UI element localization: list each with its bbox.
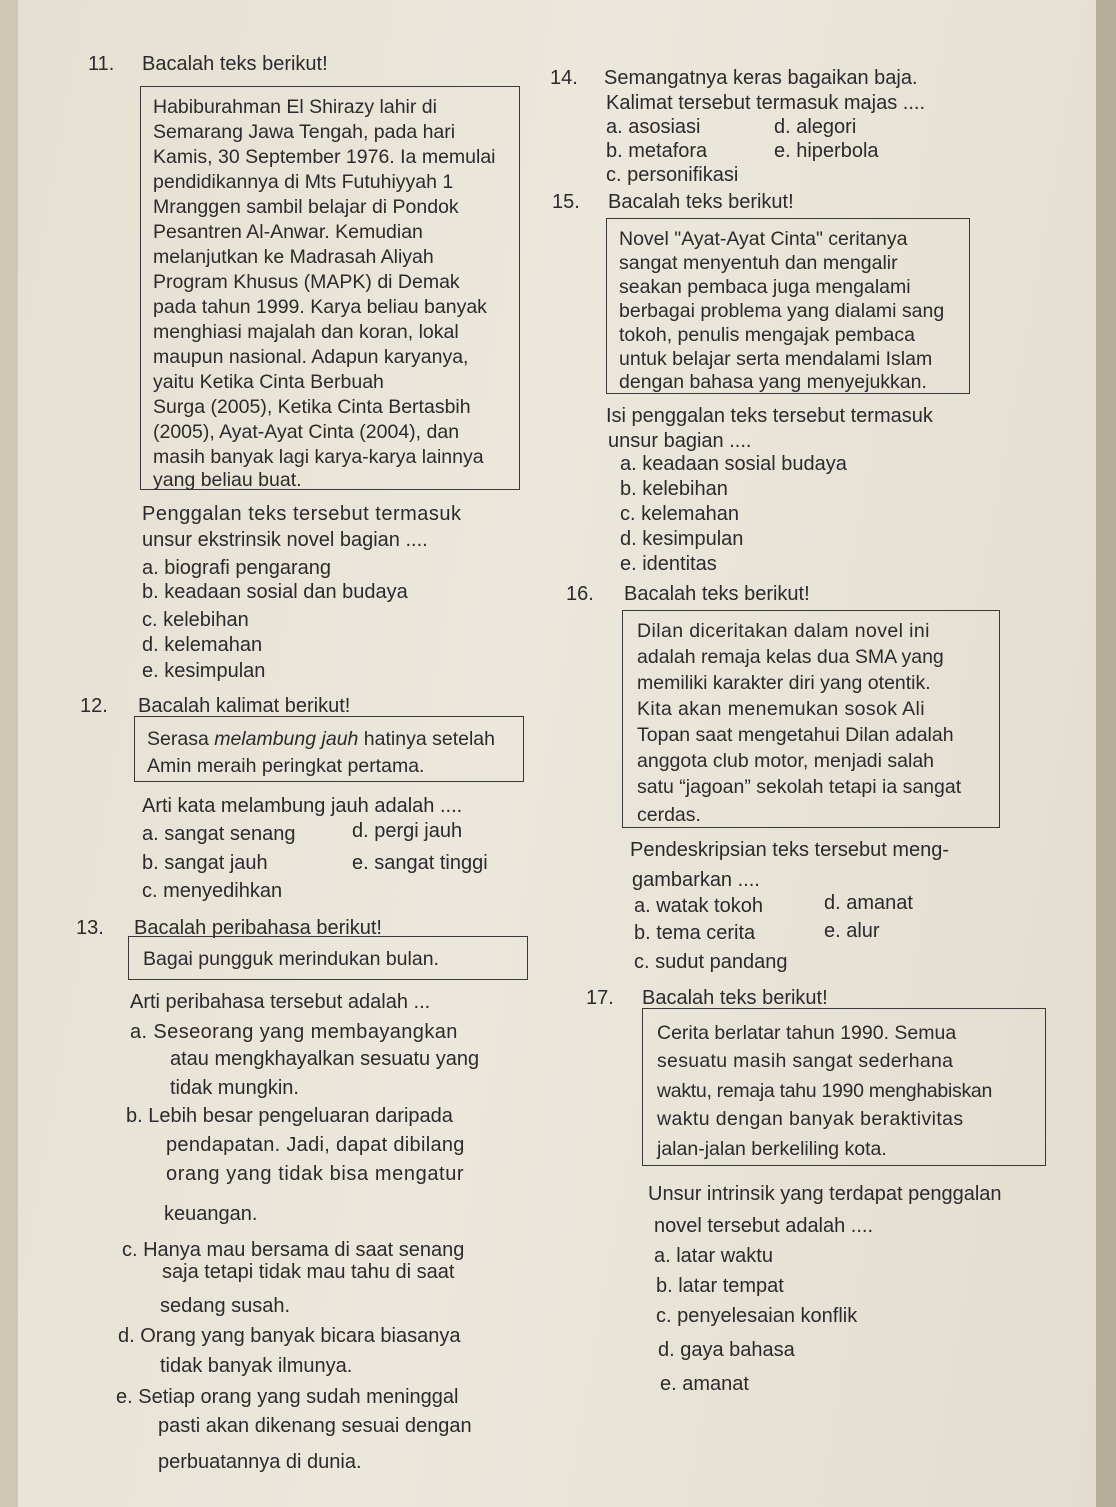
q14-number: 14. <box>550 67 578 89</box>
q12-sentence-line2: Amin meraih peringkat pertama. <box>147 755 425 777</box>
q15-option-d[interactable]: d. kesimpulan <box>620 528 744 550</box>
q17-question-line: Unsur intrinsik yang terdapat penggalan <box>648 1183 1002 1205</box>
q13-option-e-line[interactable]: pasti akan dikenang sesuai dengan <box>158 1415 472 1437</box>
q11-passage-line: masih banyak lagi karya-karya lainnya <box>153 446 484 468</box>
q11-passage-line: Program Khusus (MAPK) di Demak <box>153 271 460 293</box>
q16-question-line: gambarkan .... <box>632 869 760 891</box>
q16-passage-line: satu “jagoan” sekolah tetapi ia sangat <box>637 776 962 798</box>
q16-passage-line: memiliki karakter diri yang otentik. <box>637 672 931 694</box>
q13-option-d-line[interactable]: d. Orang yang banyak bicara biasanya <box>118 1325 461 1347</box>
q16-passage-line: anggota club motor, menjadi salah <box>637 750 935 772</box>
q11-passage-line: Surga (2005), Ketika Cinta Bertasbih <box>153 396 471 418</box>
q17-passage-line: waktu dengan banyak beraktivitas <box>657 1108 964 1130</box>
q17-instruction: Bacalah teks berikut! <box>642 987 828 1009</box>
q17-option-c[interactable]: c. penyelesaian konflik <box>656 1305 858 1327</box>
q12-option-e[interactable]: e. sangat tinggi <box>352 852 488 874</box>
q14-option-a[interactable]: a. asosiasi <box>606 116 701 138</box>
q16-passage-line: adalah remaja kelas dua SMA yang <box>637 646 944 668</box>
q15-passage-line: untuk belajar serta mendalami Islam <box>619 348 933 370</box>
q11-instruction: Bacalah teks berikut! <box>142 53 328 75</box>
q15-question-line: unsur bagian .... <box>608 430 752 452</box>
q16-option-d[interactable]: d. amanat <box>824 892 913 914</box>
q15-option-b[interactable]: b. kelebihan <box>620 478 728 500</box>
q17-option-e[interactable]: e. amanat <box>660 1373 749 1395</box>
q11-passage-line: Pesantren Al-Anwar. Kemudian <box>153 221 423 243</box>
q11-option-e[interactable]: e. kesimpulan <box>142 660 266 682</box>
q11-passage-line: yaitu Ketika Cinta Berbuah <box>153 371 384 393</box>
q11-option-c[interactable]: c. kelebihan <box>142 609 249 631</box>
q11-option-d[interactable]: d. kelemahan <box>142 634 263 656</box>
q14-question: Kalimat tersebut termasuk majas .... <box>606 92 926 114</box>
q15-passage-line: dengan bahasa yang menyejukkan. <box>619 371 927 393</box>
q12-option-c[interactable]: c. menyedihkan <box>142 880 283 902</box>
q11-option-a[interactable]: a. biografi pengarang <box>142 557 332 579</box>
q12-sentence-box <box>134 716 524 782</box>
q15-passage-box <box>606 218 970 394</box>
q17-question-line: novel tersebut adalah .... <box>654 1215 874 1237</box>
q15-passage-line: Novel "Ayat-Ayat Cinta" ceritanya <box>619 228 908 250</box>
q15-option-e[interactable]: e. identitas <box>620 553 717 575</box>
q17-passage-line: sesuatu masih sangat sederhana <box>657 1050 954 1072</box>
q12-sentence-pre: Serasa <box>147 728 215 750</box>
q15-option-c[interactable]: c. kelemahan <box>620 503 739 525</box>
page-edge <box>1096 0 1116 1507</box>
q13-option-a-line[interactable]: tidak mungkin. <box>170 1077 299 1099</box>
q14-sentence: Semangatnya keras bagaikan baja. <box>604 67 918 89</box>
q12-sentence-post: hatinya setelah <box>358 728 495 750</box>
q15-passage-line: sangat menyentuh dan mengalir <box>619 252 898 274</box>
q17-option-d[interactable]: d. gaya bahasa <box>658 1339 795 1361</box>
q11-passage-line: Semarang Jawa Tengah, pada hari <box>153 121 456 143</box>
q12-sentence-line <box>147 727 495 751</box>
q11-passage-line: melanjutkan ke Madrasah Aliyah <box>153 246 434 268</box>
q12-instruction: Bacalah kalimat berikut! <box>138 695 351 717</box>
q13-option-b-line[interactable]: pendapatan. Jadi, dapat dibilang <box>166 1134 465 1156</box>
q16-passage-box <box>622 610 1000 828</box>
q13-option-e-line[interactable]: e. Setiap orang yang sudah meninggal <box>116 1386 459 1408</box>
q17-option-b[interactable]: b. latar tempat <box>656 1275 784 1297</box>
q13-option-b-line[interactable]: keuangan. <box>164 1203 258 1225</box>
q11-passage-box <box>140 86 520 490</box>
q13-number: 13. <box>76 917 104 939</box>
q13-option-b-line[interactable]: b. Lebih besar pengeluaran daripada <box>126 1105 453 1127</box>
q13-option-a-line[interactable]: a. Seseorang yang membayangkan <box>130 1021 458 1043</box>
q13-proverb-box <box>128 936 528 980</box>
q16-option-e[interactable]: e. alur <box>824 920 880 942</box>
q11-option-b[interactable]: b. keadaan sosial dan budaya <box>142 581 408 603</box>
q11-passage-line: pada tahun 1999. Karya beliau banyak <box>153 296 487 318</box>
q16-question-line: Pendeskripsian teks tersebut meng- <box>630 839 950 861</box>
q11-number: 11. <box>88 53 115 75</box>
q16-option-c[interactable]: c. sudut pandang <box>634 951 788 973</box>
q11-passage-line: Kamis, 30 September 1976. Ia memulai <box>153 146 496 168</box>
q15-passage-line: seakan pembaca juga mengalami <box>619 276 911 298</box>
q15-number: 15. <box>552 191 580 213</box>
q17-passage-line: waktu, remaja tahu 1990 menghabiskan <box>657 1080 993 1102</box>
q16-instruction: Bacalah teks berikut! <box>624 583 810 605</box>
q11-passage-line: yang beliau buat. <box>153 469 302 491</box>
q13-instruction: Bacalah peribahasa berikut! <box>134 917 382 939</box>
q13-option-a-line[interactable]: atau mengkhayalkan sesuatu yang <box>170 1048 480 1070</box>
q11-passage-line: pendidikannya di Mts Futuhiyyah 1 <box>153 171 454 193</box>
q14-option-d[interactable]: d. alegori <box>774 116 857 138</box>
q16-passage-line: Topan saat mengetahui Dilan adalah <box>637 724 954 746</box>
q16-passage-line: Kita akan menemukan sosok Ali <box>637 698 925 720</box>
q17-number: 17. <box>586 987 614 1009</box>
q12-option-b[interactable]: b. sangat jauh <box>142 852 268 874</box>
q17-option-a[interactable]: a. latar waktu <box>654 1245 773 1267</box>
q16-passage-line: Dilan diceritakan dalam novel ini <box>637 620 930 642</box>
q11-passage-line: (2005), Ayat-Ayat Cinta (2004), dan <box>153 421 460 443</box>
q13-option-c-line[interactable]: c. Hanya mau bersama di saat senang <box>122 1239 465 1261</box>
q15-option-a[interactable]: a. keadaan sosial budaya <box>620 453 847 475</box>
q11-passage-line: maupun nasional. Adapun karyanya, <box>153 346 469 368</box>
q13-option-b-line[interactable]: orang yang tidak bisa mengatur <box>166 1163 465 1185</box>
q13-option-c-line[interactable]: saja tetapi tidak mau tahu di saat <box>162 1261 455 1283</box>
q14-option-e[interactable]: e. hiperbola <box>774 140 879 162</box>
q15-instruction: Bacalah teks berikut! <box>608 191 794 213</box>
q11-passage-line: Mranggen sambil belajar di Pondok <box>153 196 459 218</box>
q16-number: 16. <box>566 583 594 605</box>
q12-option-d[interactable]: d. pergi jauh <box>352 820 463 842</box>
q16-passage-line: cerdas. <box>637 804 701 826</box>
q15-question-line: Isi penggalan teks tersebut termasuk <box>606 405 933 427</box>
q11-passage-line: menghiasi majalah dan koran, lokal <box>153 321 459 343</box>
q13-option-e-line[interactable]: perbuatannya di dunia. <box>158 1451 362 1473</box>
q14-option-c[interactable]: c. personifikasi <box>606 164 739 186</box>
q12-option-a[interactable]: a. sangat senang <box>142 823 296 845</box>
q12-sentence-italic: melambung jauh <box>214 728 359 750</box>
q15-passage-line: berbagai problema yang dialami sang <box>619 300 945 322</box>
q17-passage-box <box>642 1008 1046 1166</box>
q13-option-d-line[interactable]: tidak banyak ilmunya. <box>160 1355 353 1377</box>
q11-passage-line: Habiburahman El Shirazy lahir di <box>153 96 437 118</box>
q13-question: Arti peribahasa tersebut adalah ... <box>130 991 431 1013</box>
q13-option-c-line[interactable]: sedang susah. <box>160 1295 291 1317</box>
q14-option-b[interactable]: b. metafora <box>606 140 708 162</box>
q12-question: Arti kata melambung jauh adalah .... <box>142 795 463 817</box>
q17-passage-line: jalan-jalan berkeliling kota. <box>657 1138 887 1160</box>
q13-proverb: Bagai pungguk merindukan bulan. <box>143 948 439 970</box>
q16-option-a[interactable]: a. watak tokoh <box>634 895 763 917</box>
q11-question-line: Penggalan teks tersebut termasuk <box>142 503 462 525</box>
q16-option-b[interactable]: b. tema cerita <box>634 922 756 944</box>
q15-passage-line: tokoh, penulis mengajak pembaca <box>619 324 915 346</box>
q11-question-line: unsur ekstrinsik novel bagian .... <box>142 529 428 551</box>
q17-passage-line: Cerita berlatar tahun 1990. Semua <box>657 1022 957 1044</box>
q12-number: 12. <box>80 695 108 717</box>
